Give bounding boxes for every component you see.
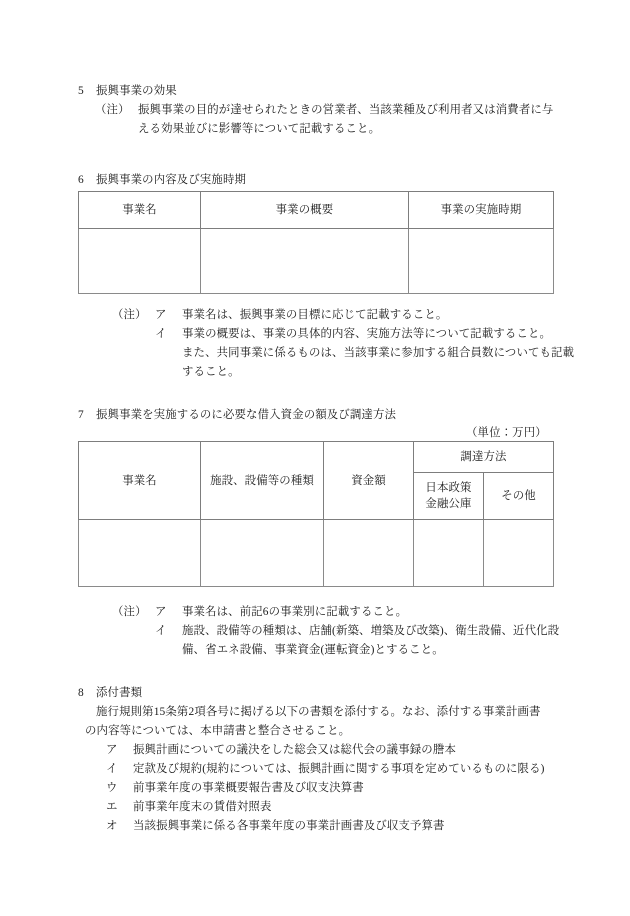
section-8-item-2-text: 定款及び規約(規約については、振興計画に関する事項を定めているものに限る) bbox=[133, 763, 545, 775]
section-7-input-cell-2[interactable] bbox=[201, 520, 324, 587]
section-7-note-b-marker: イ bbox=[155, 625, 167, 637]
section-7-input-cell-4[interactable] bbox=[414, 520, 484, 587]
section-8-number: 8 bbox=[78, 687, 84, 699]
list-item bbox=[106, 779, 364, 799]
section-7-note-marker: （注） bbox=[112, 606, 147, 618]
section-7-header-cell-3: 資金額 bbox=[324, 442, 414, 520]
section-7-sub-header-1-line-2: 金融公庫 bbox=[425, 498, 472, 510]
section-5-note-marker-line bbox=[95, 101, 553, 121]
section-5-number: 5 bbox=[78, 85, 84, 97]
section-8-item-3-marker: ウ bbox=[106, 782, 118, 794]
section-7-note-a-marker: ア bbox=[155, 606, 167, 618]
section-7-input-cell-5[interactable] bbox=[484, 520, 554, 587]
section-5-note-line-2: える効果並びに影響等について記載すること。 bbox=[138, 123, 381, 135]
table-row bbox=[79, 520, 554, 587]
section-5-heading bbox=[78, 82, 177, 102]
section-6-note-marker: （注） bbox=[112, 309, 147, 321]
list-item bbox=[106, 817, 445, 837]
section-6-note-a bbox=[112, 306, 447, 326]
table-row bbox=[79, 229, 554, 294]
section-7-note-b-line-2: 備、省エネ設備、事業資金(運転資金)とすること。 bbox=[182, 644, 444, 656]
list-item bbox=[106, 760, 545, 780]
section-8-item-5-text: 当該振興事業に係る各事業年度の事業計画書及び収支予算書 bbox=[133, 820, 445, 832]
section-6-input-cell-1[interactable] bbox=[79, 229, 201, 294]
section-7-sub-header-1-line-1: 日本政策 bbox=[425, 482, 472, 494]
section-6-note-a-line-1: 事業名は、振興事業の目標に応じて記載すること。 bbox=[182, 309, 448, 321]
section-7-group-header: 調達方法 bbox=[414, 442, 554, 473]
section-6-input-cell-2[interactable] bbox=[201, 229, 409, 294]
section-5-title: 振興事業の効果 bbox=[96, 85, 177, 97]
section-6-note-a-marker: ア bbox=[155, 309, 167, 321]
section-7-input-cell-1[interactable] bbox=[79, 520, 201, 587]
section-8-heading bbox=[78, 684, 142, 704]
section-6-input-cell-3[interactable] bbox=[409, 229, 554, 294]
table-row-header bbox=[79, 192, 554, 229]
section-6-table bbox=[78, 191, 554, 294]
table-row-header-top bbox=[79, 442, 554, 473]
section-8-item-4-text: 前事業年度末の賃借対照表 bbox=[133, 801, 272, 813]
section-7-note-b bbox=[155, 622, 559, 642]
section-8-body-line-2: の内容等については、本申請書と整合させること。 bbox=[85, 725, 351, 737]
section-5-note-marker: （注） bbox=[95, 104, 130, 116]
section-8-item-1-text: 振興計画についての議決をした総会又は総代会の議事録の謄本 bbox=[133, 744, 456, 756]
section-7-title: 振興事業を実施するのに必要な借入資金の額及び調達方法 bbox=[96, 409, 397, 421]
section-7-sub-header-2: その他 bbox=[484, 473, 554, 520]
section-5-note-line-2-row bbox=[138, 120, 380, 140]
section-8-body-line-2-row bbox=[85, 722, 350, 742]
section-7-note-a bbox=[112, 603, 407, 623]
section-8-body-line-1: 施行規則第15条第2項各号に掲げる以下の書類を添付する。なお、添付する事業計画書 bbox=[96, 706, 541, 718]
section-6-note-b-line-2: また、共同事業に係るものは、当該事業に参加する組合員数についても記載 bbox=[182, 347, 575, 359]
section-6-number: 6 bbox=[78, 174, 84, 186]
section-7-header-cell-1: 事業名 bbox=[79, 442, 201, 520]
list-item bbox=[106, 798, 272, 818]
section-8-item-5-marker: オ bbox=[106, 820, 118, 832]
section-6-note-b bbox=[155, 325, 551, 345]
section-8-item-4-marker: エ bbox=[106, 801, 118, 813]
section-6-header-cell-2: 事業の概要 bbox=[201, 192, 409, 229]
section-6-heading bbox=[78, 171, 246, 191]
section-6-header-cell-1: 事業名 bbox=[79, 192, 201, 229]
section-8-item-1-marker: ア bbox=[106, 744, 118, 756]
section-6-title: 振興事業の内容及び実施時期 bbox=[96, 174, 247, 186]
section-7-table bbox=[78, 441, 554, 587]
section-6-note-b-line-3: すること。 bbox=[182, 366, 240, 378]
section-5-note-line-1: 振興事業の目的が達せられたときの営業者、当該業種及び利用者又は消費者に与 bbox=[138, 104, 554, 116]
section-6-note-b-line-1: 事業の概要は、事業の具体的内容、実施方法等について記載すること。 bbox=[182, 328, 552, 340]
section-7-sub-header-1 bbox=[414, 473, 484, 520]
section-7-header-cell-2: 施設、設備等の種類 bbox=[201, 442, 324, 520]
section-7-note-a-line-1: 事業名は、前記6の事業別に記載すること。 bbox=[182, 606, 408, 618]
section-7-input-cell-3[interactable] bbox=[324, 520, 414, 587]
section-6-note-b-marker: イ bbox=[155, 328, 167, 340]
section-8-body-line-1-row bbox=[96, 703, 541, 723]
section-7-unit-label: （単位：万円） bbox=[466, 427, 547, 439]
section-6-note-b-line-3-row bbox=[182, 363, 240, 383]
section-7-number: 7 bbox=[78, 409, 84, 421]
section-8-item-2-marker: イ bbox=[106, 763, 118, 775]
list-item bbox=[106, 741, 456, 761]
section-8-title: 添付書類 bbox=[96, 687, 143, 699]
section-7-heading bbox=[78, 406, 396, 426]
section-6-note-b-line-2-row bbox=[182, 344, 574, 364]
section-7-note-b-line-1: 施設、設備等の種類は、店舗(新築、増築及び改築)、衛生設備、近代化設 bbox=[182, 625, 560, 637]
section-6-header-cell-3: 事業の実施時期 bbox=[409, 192, 554, 229]
section-8-item-3-text: 前事業年度の事業概要報告書及び収支決算書 bbox=[133, 782, 364, 794]
section-7-note-b-line-2-row bbox=[182, 641, 444, 661]
